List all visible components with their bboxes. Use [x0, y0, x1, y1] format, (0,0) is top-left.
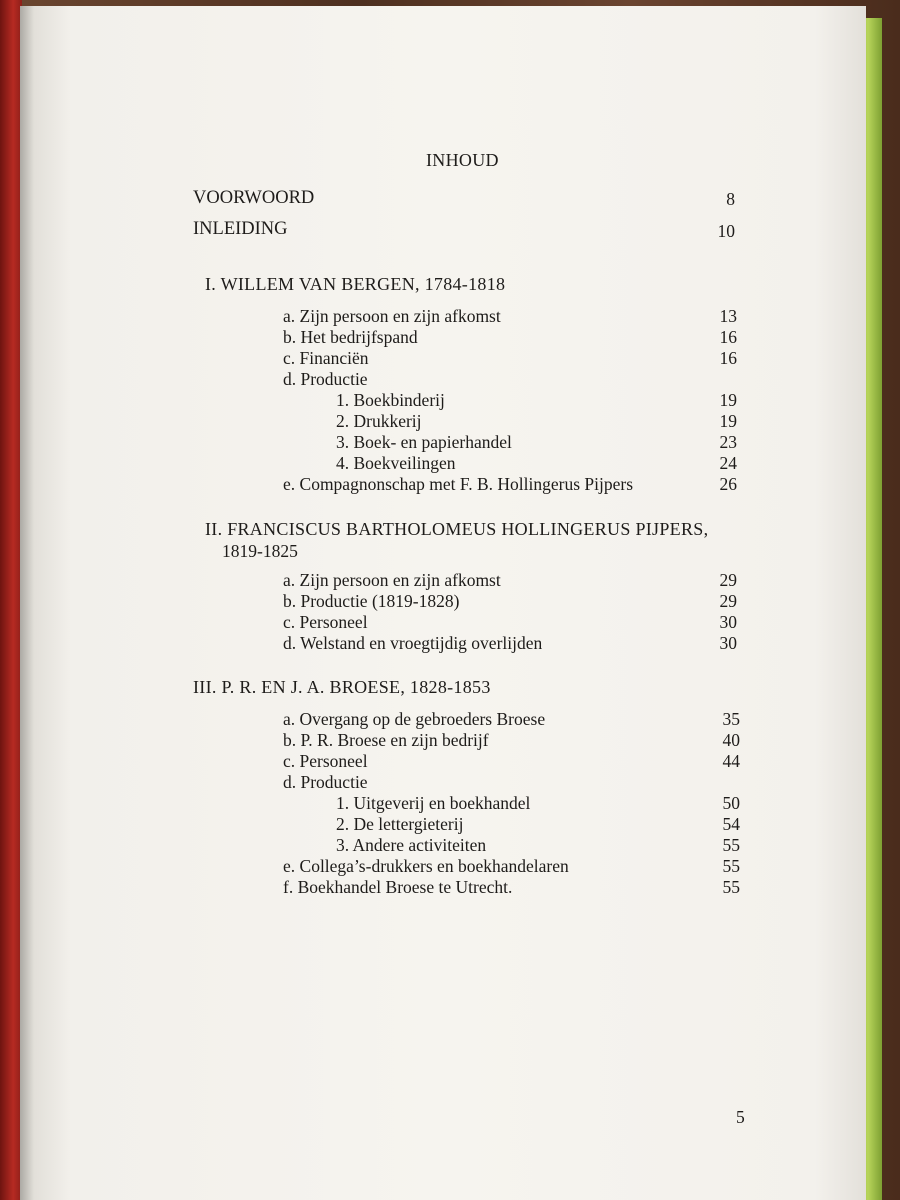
toc-entry-label: d. Productie	[283, 772, 368, 792]
toc-entry-label: b. Productie (1819-1828)	[283, 591, 460, 611]
toc-entry-page: 44	[722, 751, 740, 771]
toc-entry-page: 30	[719, 612, 737, 632]
chapter-3-title: III. P. R. EN J. A. BROESE, 1828-1853	[193, 677, 491, 697]
toc-entry-label: a. Zijn persoon en zijn afkomst	[283, 570, 501, 590]
toc-entry-label: b. P. R. Broese en zijn bedrijf	[283, 730, 489, 750]
toc-entry-page: 19	[719, 390, 737, 410]
chapter-1-title: I. WILLEM VAN BERGEN, 1784-1818	[205, 274, 506, 294]
toc-entry-page: 55	[722, 856, 740, 876]
toc-subentry-label: 1. Boekbinderij	[336, 390, 445, 410]
toc-entry-label: c. Personeel	[283, 751, 368, 771]
toc-inleiding-page: 10	[717, 221, 735, 241]
toc-entry-label: e. Compagnonschap met F. B. Hollingerus Pijpers	[283, 474, 634, 494]
toc-entry-page: 29	[719, 591, 737, 611]
toc-entry-page: 29	[719, 570, 737, 590]
toc-entry-page: 40	[722, 730, 740, 750]
toc-subentry-label: 2. De lettergieterij	[336, 814, 464, 834]
toc-entry-label: c. Personeel	[283, 612, 368, 632]
toc-voorwoord-page: 8	[726, 189, 735, 209]
chapter-2-title: II. FRANCISCUS BARTHOLOMEUS HOLLINGERUS PIJPERS,	[205, 519, 709, 539]
toc-entry-page: 30	[719, 633, 737, 653]
toc-inleiding-label: INLEIDING	[193, 219, 288, 239]
toc-entry-page: 26	[719, 474, 737, 494]
toc-entry-label: f. Boekhandel Broese te Utrecht.	[283, 877, 513, 897]
toc-entry-page: 16	[719, 327, 737, 347]
toc-entry-page: 55	[722, 835, 740, 855]
chapter-2-years: 1819-1825	[222, 541, 298, 561]
toc-subentry-label: 3. Boek- en papierhandel	[336, 432, 512, 452]
toc-entry-label: a. Zijn persoon en zijn afkomst	[283, 306, 501, 326]
toc-subentry-label: 1. Uitgeverij en boekhandel	[336, 793, 531, 813]
toc-entry-page: 24	[719, 453, 737, 473]
toc-entry-page: 50	[722, 793, 740, 813]
toc-entry-page: 13	[719, 306, 737, 326]
toc-subentry-label: 2. Drukkerij	[336, 411, 422, 431]
toc-entry-label: d. Welstand en vroegtijdig overlijden	[283, 633, 543, 653]
toc-title: INHOUD	[426, 150, 499, 170]
toc-entry-page: 19	[719, 411, 737, 431]
toc-subentry-label: 4. Boekveilingen	[336, 453, 456, 473]
toc-entry-label: c. Financiën	[283, 348, 369, 368]
toc-voorwoord-label: VOORWOORD	[193, 188, 315, 208]
page-gutter-shadow	[20, 6, 34, 1200]
toc-entry-label: a. Overgang op de gebroeders Broese	[283, 709, 546, 729]
page-number: 5	[736, 1107, 745, 1127]
toc-entry-label: e. Collega’s-drukkers en boekhandelaren	[283, 856, 569, 876]
toc-entry-label: b. Het bedrijfspand	[283, 327, 418, 347]
toc-subentry-label: 3. Andere activiteiten	[336, 835, 487, 855]
toc-entry-page: 23	[719, 432, 737, 452]
toc-entry-page: 55	[722, 877, 740, 897]
book-spine-red	[0, 0, 22, 1200]
toc-entry-page: 54	[722, 814, 740, 834]
toc-entry-page: 35	[722, 709, 740, 729]
toc-entry-label: d. Productie	[283, 369, 368, 389]
toc-entry-page: 16	[719, 348, 737, 368]
